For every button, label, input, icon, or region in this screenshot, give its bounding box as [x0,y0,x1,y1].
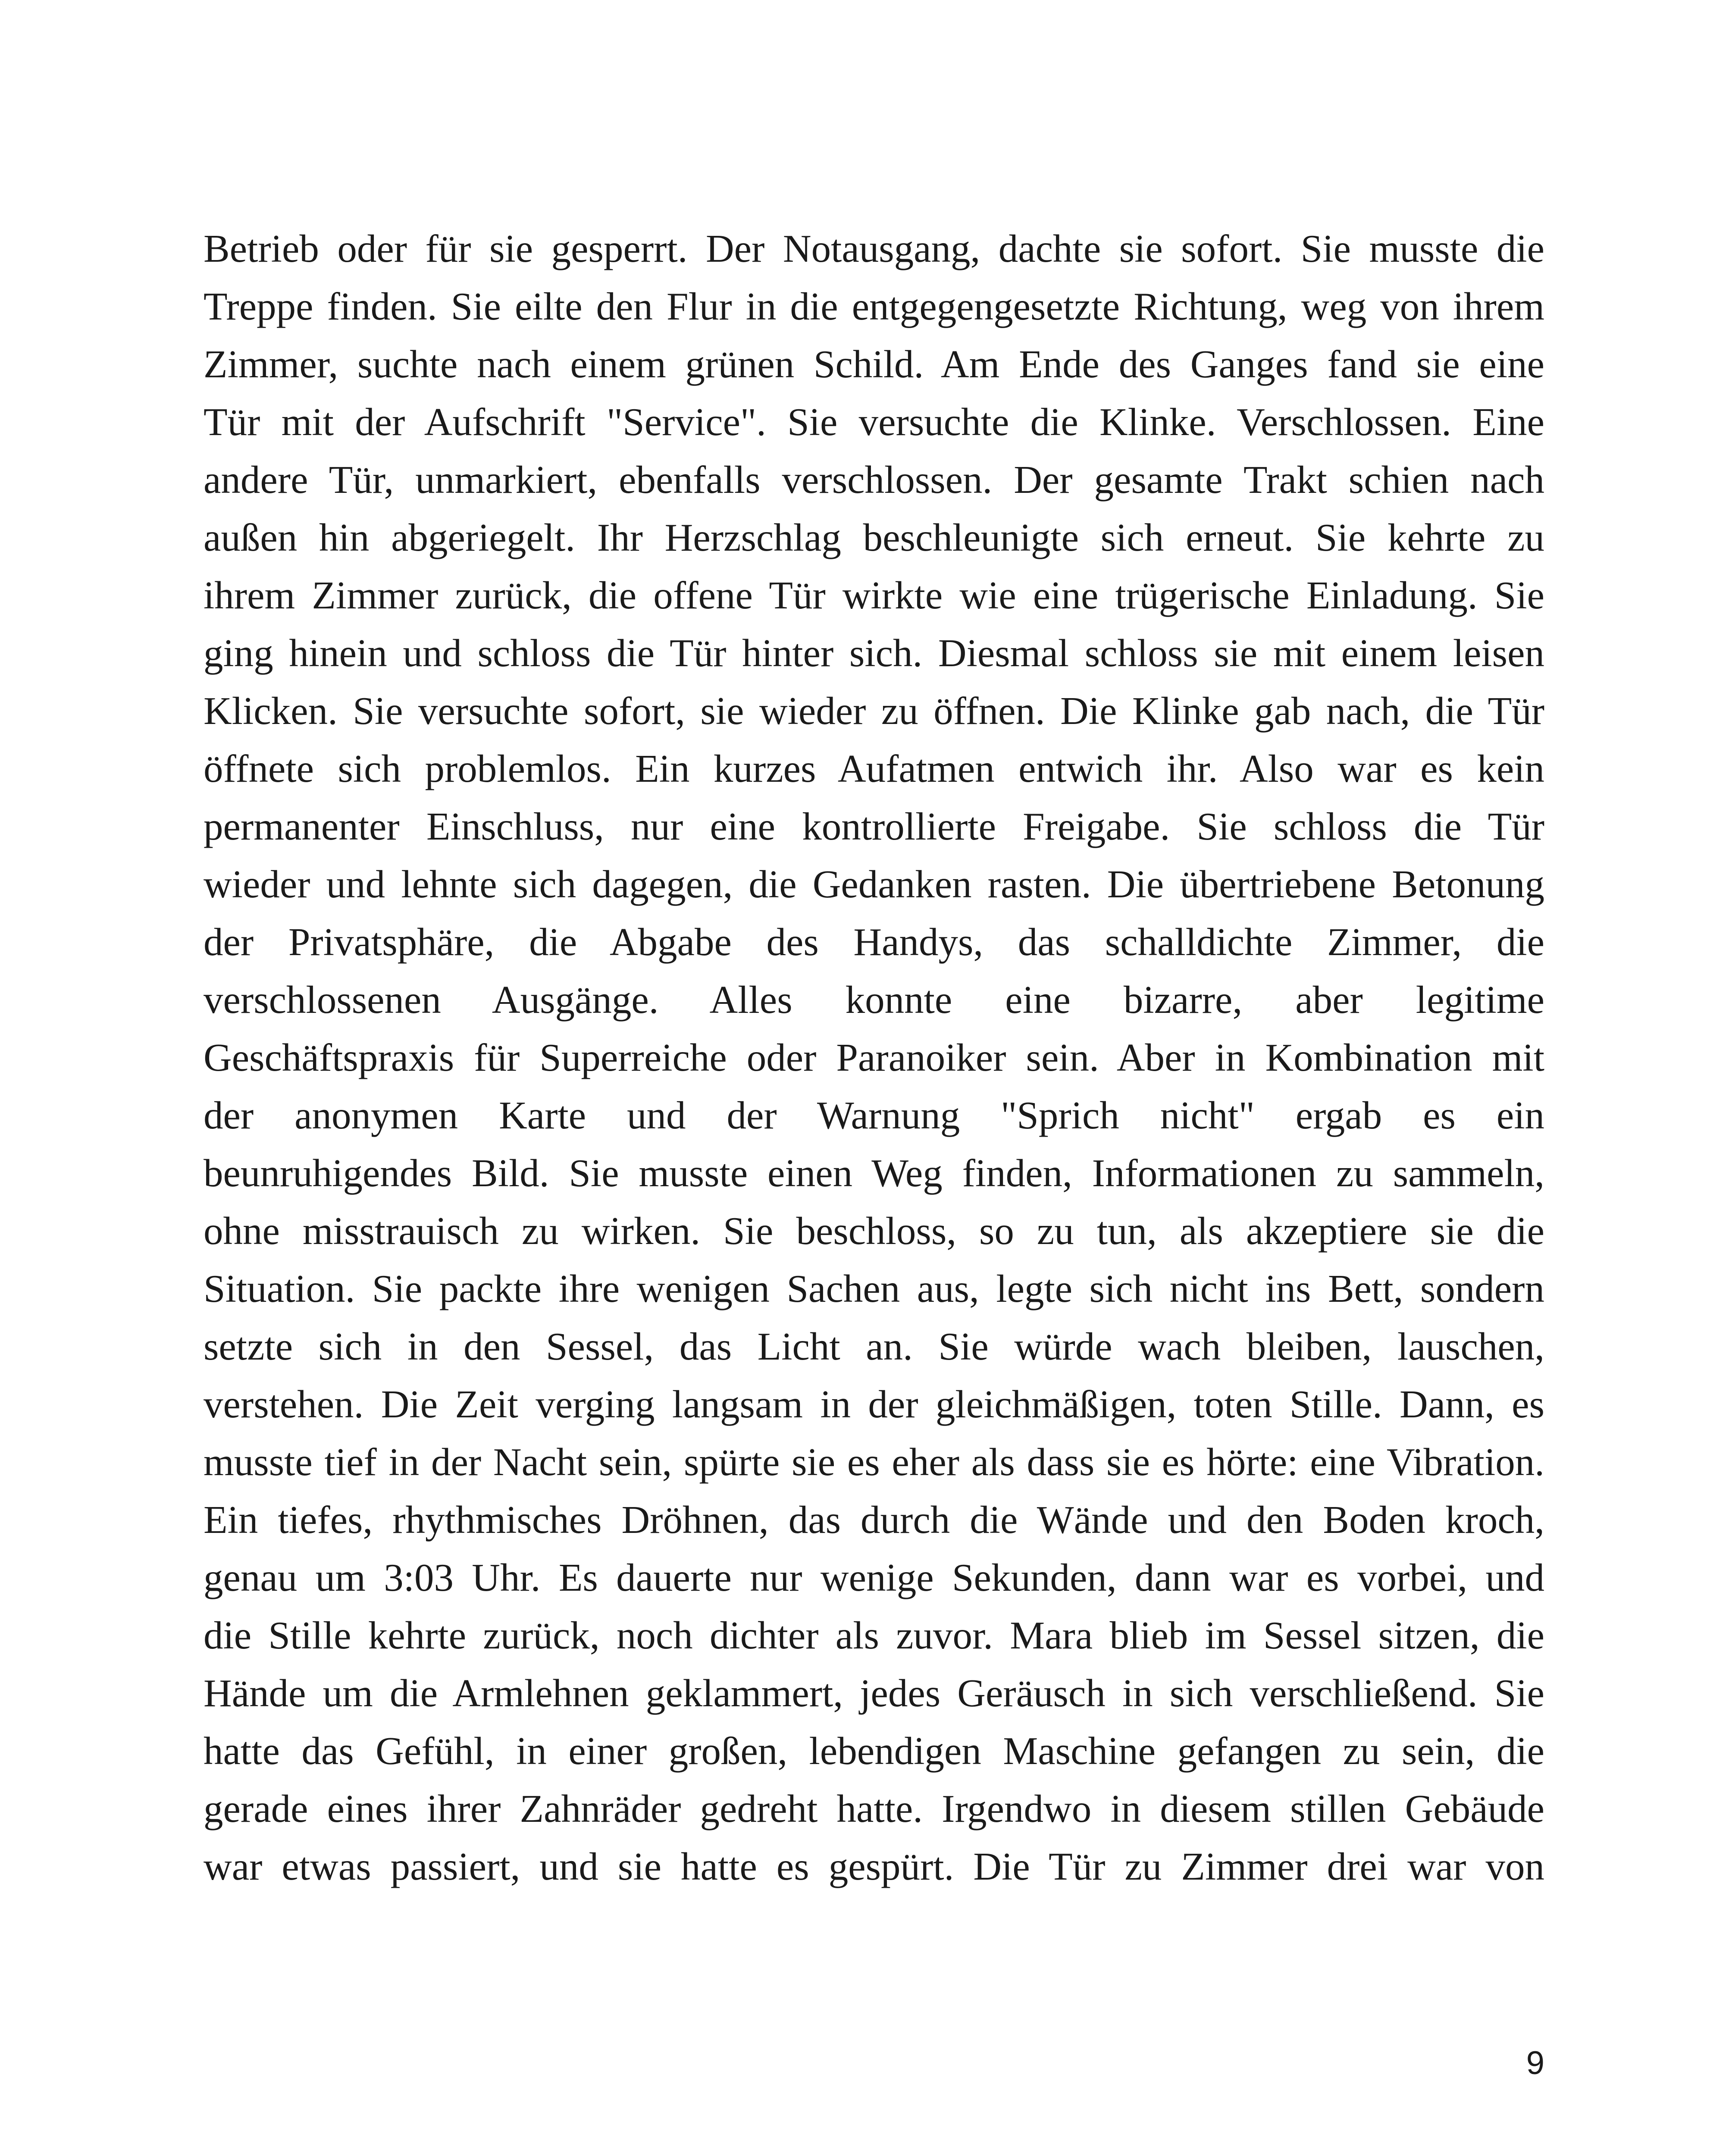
text-line: verschlossenen Ausgänge. Alles konnte eine bizarre, aber legitime [204,978,1544,1022]
text-line: die Stille kehrte zurück, noch dichter als zuvor. Mara blieb im Sessel sitzen, die [204,1614,1544,1657]
text-line: genau um 3:03 Uhr. Es dauerte nur wenige Sekunden, dann war es vorbei, und [204,1556,1544,1599]
page-number: 9 [1526,2045,1544,2081]
text-line: wieder und lehnte sich dagegen, die Gedanken rasten. Die übertriebene Betonung [204,862,1544,906]
text-line: außen hin abgeriegelt. Ihr Herzschlag beschleunigte sich erneut. Sie kehrte zu [204,516,1544,559]
text-line: gerade eines ihrer Zahnräder gedreht hatte. Irgendwo in diesem stillen Gebäude [204,1787,1544,1830]
text-line: Betrieb oder für sie gesperrt. Der Notausgang, dachte sie sofort. Sie musste die [204,227,1544,270]
text-line: ging hinein und schloss die Tür hinter sich. Diesmal schloss sie mit einem leisen [204,631,1544,675]
text-line: musste tief in der Nacht sein, spürte sie es eher als dass sie es hörte: eine Vibration. [204,1440,1544,1484]
text-line: Situation. Sie packte ihre wenigen Sachen aus, legte sich nicht ins Bett, sondern [204,1267,1544,1310]
text-line: beunruhigendes Bild. Sie musste einen Weg finden, Informationen zu sammeln, [204,1151,1544,1195]
text-line: Tür mit der Aufschrift "Service". Sie versuchte die Klinke. Verschlossen. Eine [204,400,1544,444]
text-line: der anonymen Karte und der Warnung "Sprich nicht" ergab es ein [204,1094,1544,1137]
text-line: andere Tür, unmarkiert, ebenfalls verschlossen. Der gesamte Trakt schien nach [204,458,1544,501]
text-line: hatte das Gefühl, in einer großen, lebendigen Maschine gefangen zu sein, die [204,1729,1544,1773]
body-text [204,220,1544,1896]
text-line: Geschäftspraxis für Superreiche oder Paranoiker sein. Aber in Kombination mit [204,1036,1544,1079]
text-line: ohne misstrauisch zu wirken. Sie beschloss, so zu tun, als akzeptiere sie die [204,1209,1544,1253]
text-line: Zimmer, suchte nach einem grünen Schild. Am Ende des Ganges fand sie eine [204,342,1544,386]
text-line: permanenter Einschluss, nur eine kontrollierte Freigabe. Sie schloss die Tür [204,805,1544,848]
text-line: setzte sich in den Sessel, das Licht an. Sie würde wach bleiben, lauschen, [204,1325,1544,1368]
text-line: Hände um die Armlehnen geklammert, jedes Geräusch in sich verschließend. Sie [204,1671,1544,1715]
text-line: war etwas passiert, und sie hatte es gespürt. Die Tür zu Zimmer drei war von [204,1845,1544,1888]
text-line: Treppe finden. Sie eilte den Flur in die entgegengesetzte Richtung, weg von ihrem [204,285,1544,328]
text-line: Klicken. Sie versuchte sofort, sie wieder zu öffnen. Die Klinke gab nach, die Tür [204,689,1544,733]
text-line: Ein tiefes, rhythmisches Dröhnen, das durch die Wände und den Boden kroch, [204,1498,1544,1542]
text-line: öffnete sich problemlos. Ein kurzes Aufatmen entwich ihr. Also war es kein [204,747,1544,790]
text-line: der Privatsphäre, die Abgabe des Handys, das schalldichte Zimmer, die [204,920,1544,964]
text-line: verstehen. Die Zeit verging langsam in der gleichmäßigen, toten Stille. Dann, es [204,1382,1544,1426]
text-line: ihrem Zimmer zurück, die offene Tür wirkte wie eine trügerische Einladung. Sie [204,573,1544,617]
